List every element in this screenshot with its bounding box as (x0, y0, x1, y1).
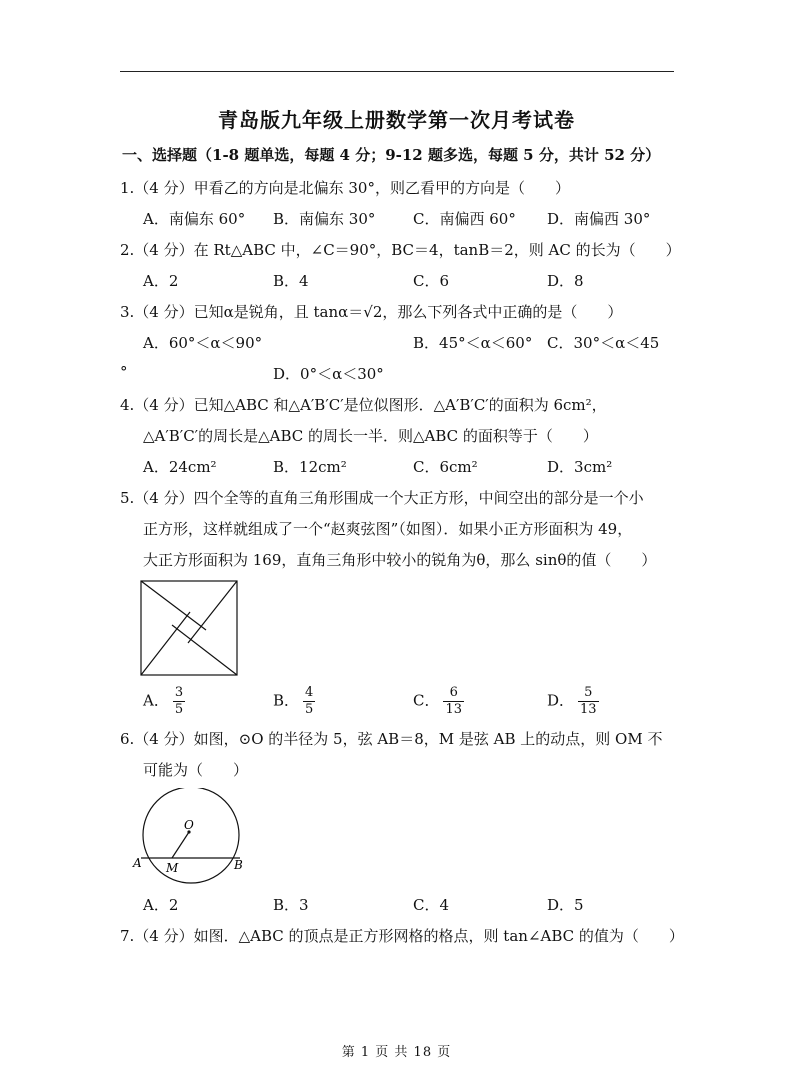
fraction-six-thirteenths: $\frac{6}{13}$ (445, 685, 463, 717)
header-rule (120, 71, 674, 72)
q2-option-c: C．6 (413, 272, 450, 290)
segment-om (172, 832, 189, 858)
label-o: O (184, 818, 194, 832)
q1-option-c: C．南偏西 60° (413, 210, 516, 228)
q6-option-d: D．5 (547, 896, 584, 914)
fraction-four-fifths: $\frac{4}{5}$ (305, 685, 314, 717)
question-6: 6.（4 分）如图，⊙O 的半径为 5，弦 AB＝8，M 是弦 AB 上的动点，则 OM 不 (120, 730, 663, 748)
page-footer: 第 1 页 共 18 页 (341, 1045, 452, 1060)
section-heading: 一、选择题（1-8 题单选，每题 4 分；9-12 题多选，每题 5 分，共计 52 分） (122, 146, 661, 164)
label-m: M (166, 861, 179, 875)
fraction-three-fifths: $\frac{3}{5}$ (174, 685, 184, 717)
q3-option-a: A．60°＜α＜90° (143, 334, 263, 352)
question-5: 5.（4 分）四个全等的直角三角形围成一个大正方形，中间空出的部分是一个小 (120, 489, 644, 507)
q4-option-a: A．24cm² (143, 458, 217, 476)
q6-option-b: B．3 (273, 896, 309, 914)
zhao-shuang-diagram (140, 580, 238, 676)
q3-option-c-wrap: ° (120, 363, 128, 381)
circle-diagram (130, 788, 250, 888)
question-3: 3.（4 分）已知α是锐角，且 tanα＝√2，那么下列各式中正确的是（ ） (120, 303, 623, 321)
circle-o (143, 788, 239, 883)
question-6-line-2: 可能为（ ） (143, 761, 249, 779)
q1-option-a: A．南偏东 60° (143, 210, 246, 228)
q5-option-b: B． $\frac{4}{5}$ (273, 685, 314, 717)
q2-option-b: B．4 (273, 272, 309, 290)
question-5-line-2: 正方形，这样就组成了一个“赵爽弦图”（如图）．如果小正方形面积为 49， (143, 520, 633, 538)
label-a: A (133, 856, 142, 870)
question-7: 7.（4 分）如图．△ABC 的顶点是正方形网格的格点，则 tan∠ABC 的值为（ ） (120, 927, 684, 945)
q5-option-c: C． $\frac{6}{13}$ (413, 685, 463, 717)
page-title: 青岛版九年级上册数学第一次月考试卷 (218, 108, 575, 132)
q6-option-a: A．2 (143, 896, 179, 914)
q2-option-a: A．2 (143, 272, 179, 290)
q4-option-b: B．12cm² (273, 458, 347, 476)
q5-option-d: D． $\frac{5}{13}$ (547, 685, 597, 717)
q3-option-d: D．0°＜α＜30° (273, 365, 384, 383)
q2-option-d: D．8 (547, 272, 584, 290)
q1-option-b: B．南偏东 30° (273, 210, 376, 228)
question-1: 1.（4 分）甲看乙的方向是北偏东 30°，则乙看甲的方向是（ ） (120, 179, 570, 197)
q3-option-b: B．45°＜α＜60° (413, 334, 533, 352)
fraction-five-thirteenths: $\frac{5}{13}$ (580, 685, 597, 717)
question-5-line-3: 大正方形面积为 169，直角三角形中较小的锐角为θ，那么 sinθ的值（ ） (143, 551, 657, 569)
question-2: 2.（4 分）在 Rt△ABC 中，∠C＝90°，BC＝4，tanB＝2，则 AC 的长为（ ） (120, 241, 681, 259)
q1-option-d: D．南偏西 30° (547, 210, 651, 228)
question-4: 4.（4 分）已知△ABC 和△A′B′C′是位似图形．△A′B′C′的面积为 6cm²， (120, 396, 607, 414)
label-b: B (234, 858, 243, 872)
q6-option-c: C．4 (413, 896, 450, 914)
q4-option-c: C．6cm² (413, 458, 478, 476)
q4-option-d: D．3cm² (547, 458, 613, 476)
q5-option-a: A． $\frac{3}{5}$ (143, 685, 184, 717)
question-4-line-2: △A′B′C′的周长是△ABC 的周长一半．则△ABC 的面积等于（ ） (143, 427, 598, 445)
q3-option-c: C．30°＜α＜45 (547, 334, 660, 352)
